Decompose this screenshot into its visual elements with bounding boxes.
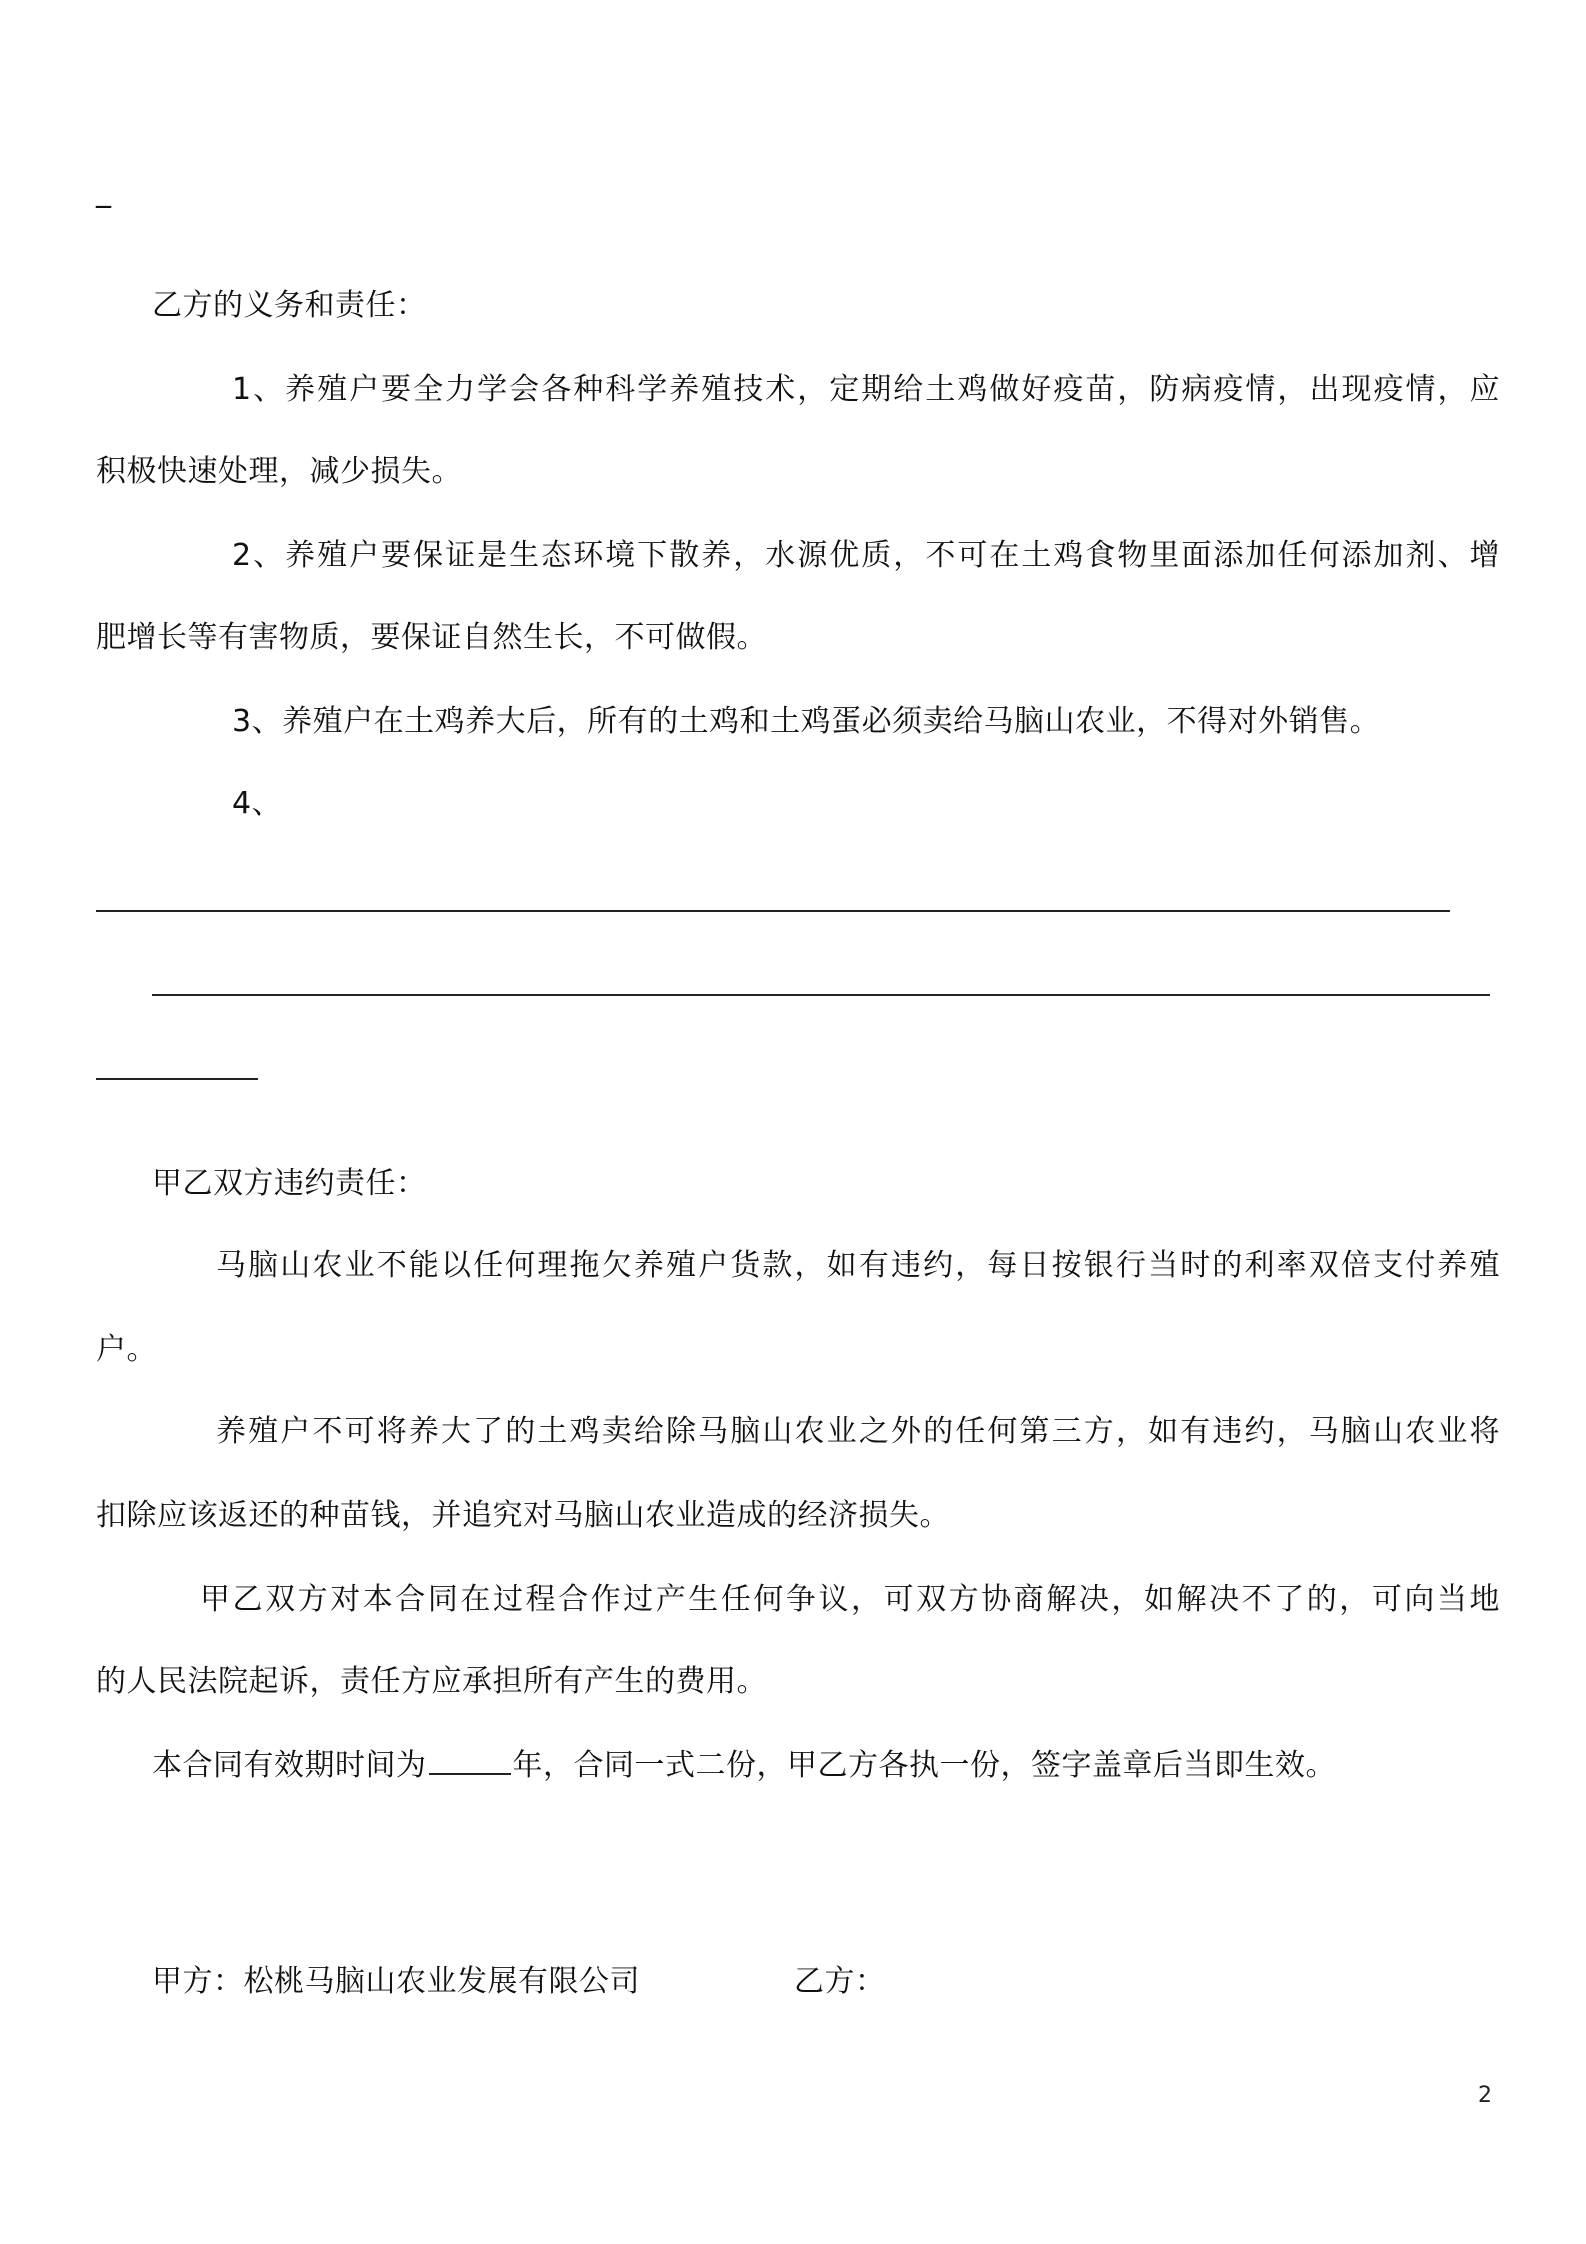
breach-heading: 甲乙双方违约责任：: [152, 1166, 427, 1201]
breach-para-1-line-2: 户。: [96, 1332, 157, 1367]
obligation-item-4: 4、: [232, 786, 283, 821]
breach-para-1-line-1: 马脑山农业不能以任何理拖欠养殖户货款，如有违约，每日按银行当时的利率双倍支付养殖: [216, 1248, 1500, 1283]
validity-clause: [152, 1746, 1336, 1786]
obligation-item-1-line-2: 积极快速处理，减少损失。: [96, 454, 462, 489]
stray-mark: _: [96, 174, 112, 209]
obligation-item-3: 3、养殖户在土鸡养大后，所有的土鸡和土鸡蛋必须卖给马脑山农业，不得对外销售。: [232, 704, 1381, 739]
blank-rule-1: [96, 910, 1450, 912]
blank-rule-3: [96, 1078, 258, 1080]
party-a-signature: 甲方：松桃马脑山农业发展有限公司: [152, 1964, 640, 1999]
party-b-signature: 乙方：: [794, 1964, 886, 1999]
page-number: 2: [1478, 2083, 1492, 2108]
obligation-item-2-line-2: 肥增长等有害物质，要保证自然生长，不可做假。: [96, 620, 767, 655]
obligation-item-1-line-1: 1、养殖户要全力学会各种科学养殖技术，定期给土鸡做好疫苗，防病疫情，出现疫情，应: [232, 372, 1500, 407]
obligations-heading: 乙方的义务和责任：: [152, 288, 427, 323]
breach-para-3-line-1: 甲乙双方对本合同在过程合作过产生任何争议，可双方协商解决，如解决不了的，可向当地: [200, 1582, 1500, 1617]
validity-years-blank: [429, 1747, 511, 1775]
obligation-item-2-line-1: 2、养殖户要保证是生态环境下散养，水源优质，不可在土鸡食物里面添加任何添加剂、增: [232, 538, 1500, 573]
breach-para-2-line-1: 养殖户不可将养大了的土鸡卖给除马脑山农业之外的任何第三方，如有违约，马脑山农业将: [216, 1414, 1500, 1449]
validity-text-before: 本合同有效期时间为: [152, 1748, 427, 1783]
breach-para-3-line-2: 的人民法院起诉，责任方应承担所有产生的费用。: [96, 1664, 767, 1699]
blank-rule-2: [152, 994, 1490, 996]
breach-para-2-line-2: 扣除应该返还的种苗钱，并追究对马脑山农业造成的经济损失。: [96, 1498, 950, 1533]
validity-text-after: 年，合同一式二份，甲乙方各执一份，签字盖章后当即生效。: [512, 1748, 1336, 1783]
